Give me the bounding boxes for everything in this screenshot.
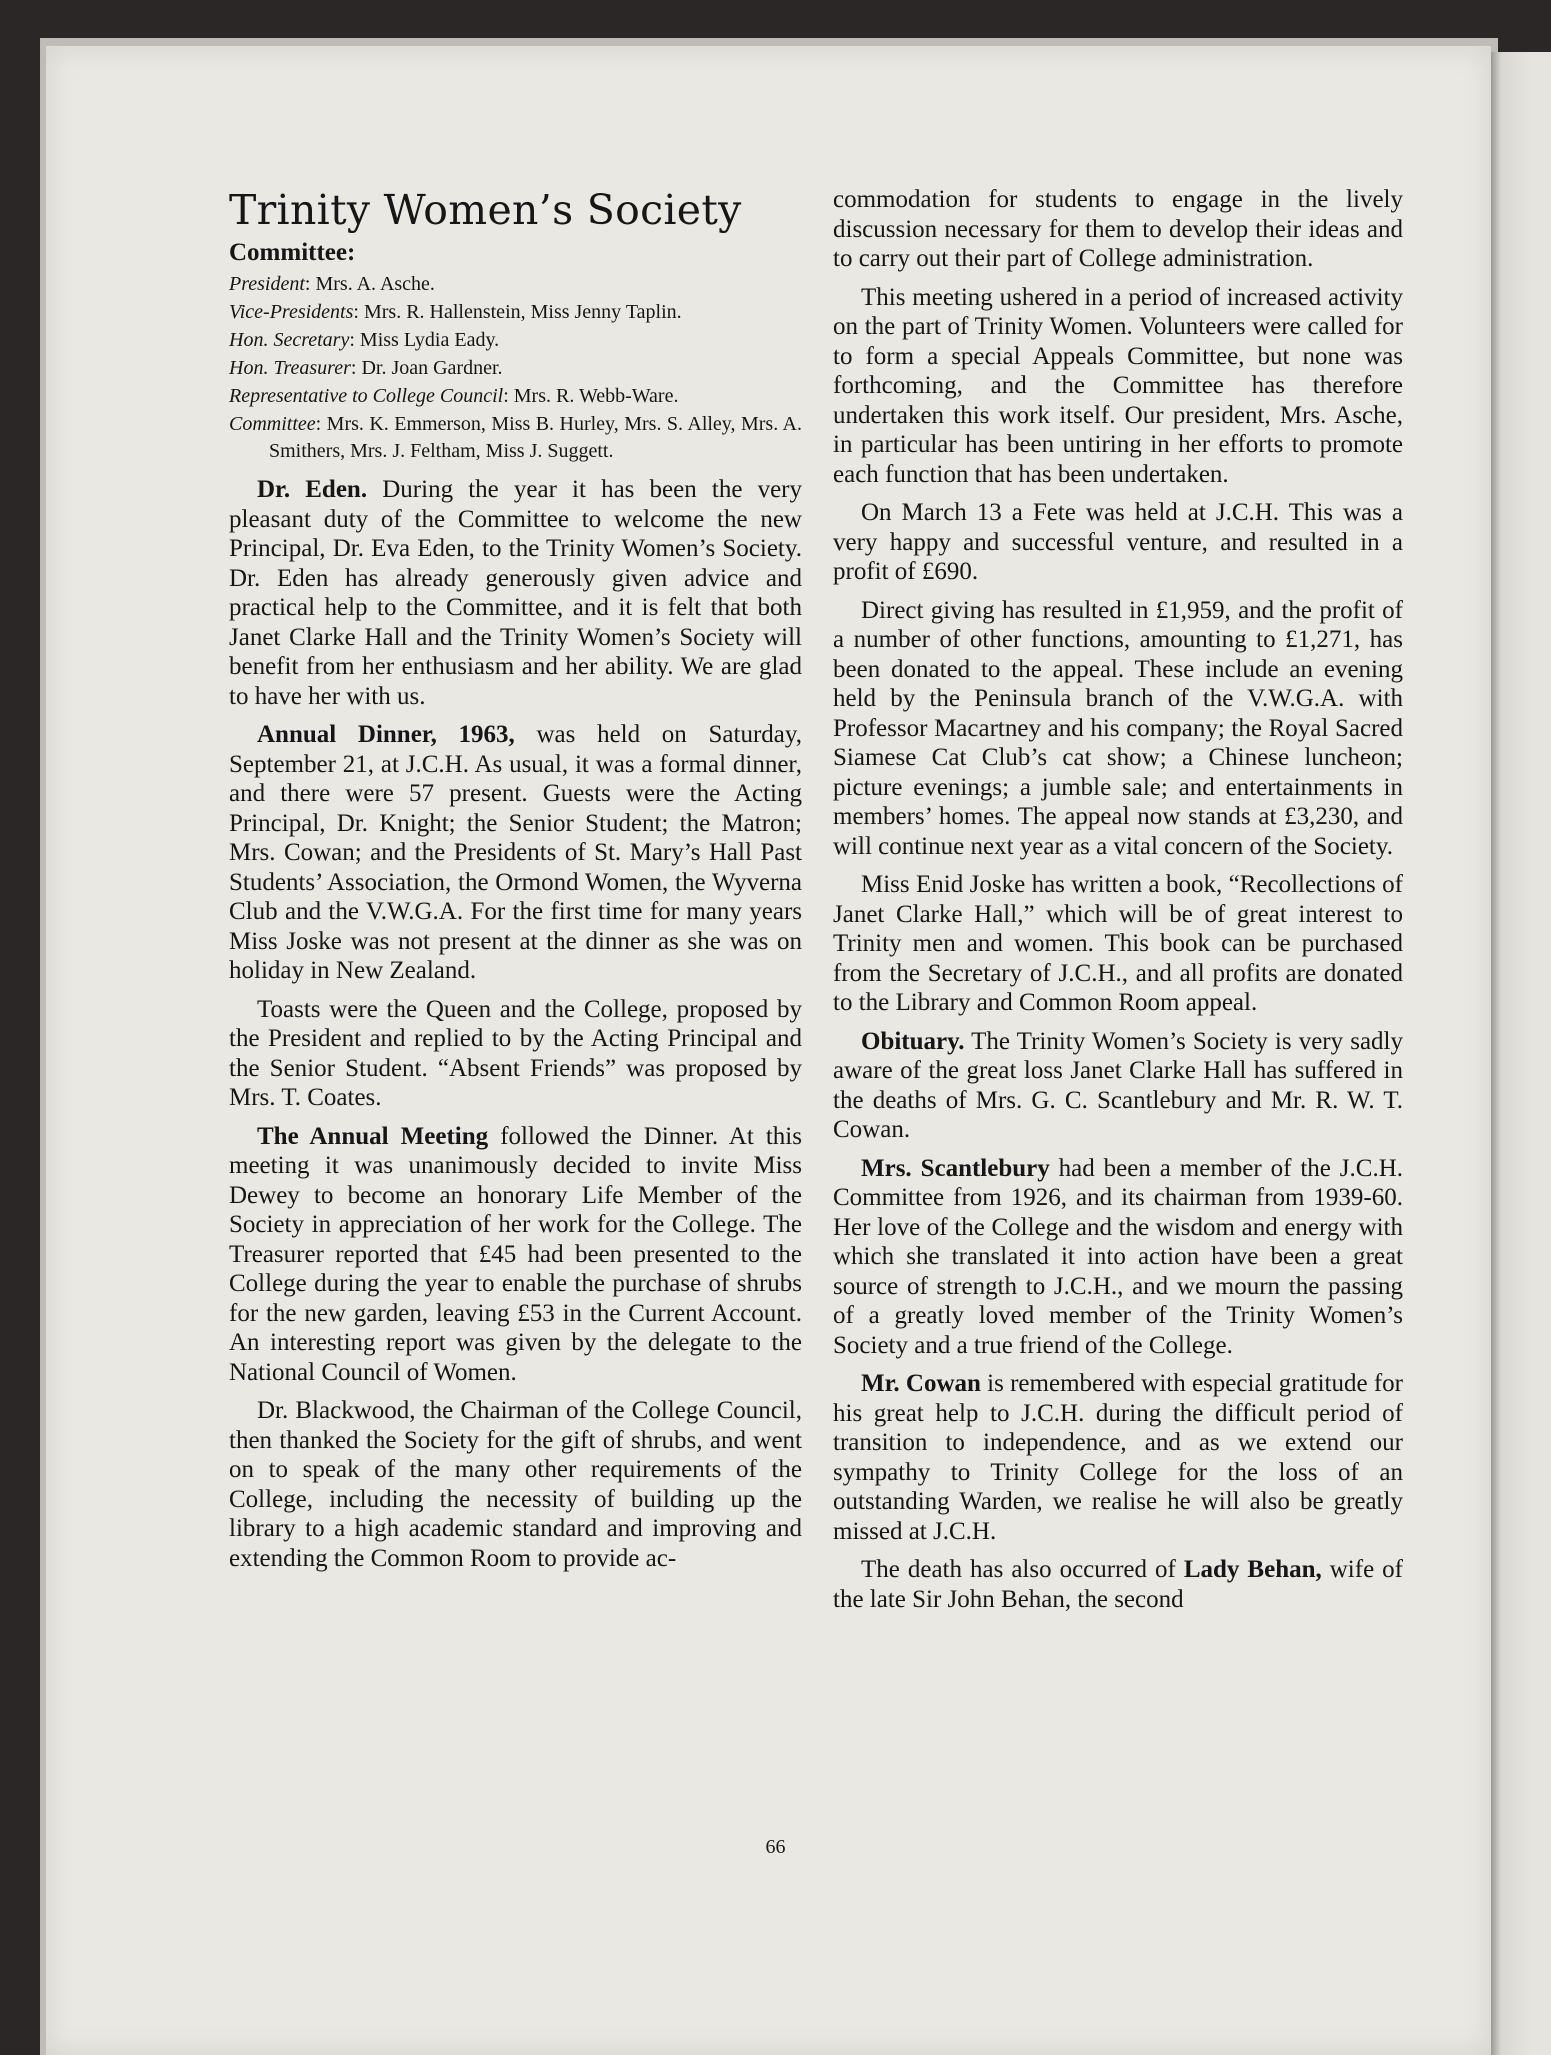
officer-entry: Hon. Secretary: Miss Lydia Eady. bbox=[229, 329, 500, 351]
paragraph-direct-giving: Direct giving has resulted in £1,959, and the profit of a number of other functions, amounting to £1,271, has been donated to the appeal. These include an evening held by the Peninsula branch of the V.W.G.A. with Professor Macartney and his company; the Royal Sacred Siamese Cat Club’s cat show; a Chinese luncheon; picture evenings; a jumble sale; and entertainments in members’ homes. The appeal now stands at £3,230, and will continue next year as a vital concern of the Society. bbox=[833, 596, 1403, 860]
paragraph-continuation: commodation for students to engage in the lively discussion necessary for them to develop their ideas and to carry out their part of College administration. bbox=[833, 186, 1403, 272]
paragraph-fete: On March 13 a Fete was held at J.C.H. This was a very happy and successful venture, and resulted in a profit of £690. bbox=[833, 499, 1403, 585]
officer-entry: Vice-Presidents: Mrs. R. Hallenstein, Miss Jenny Taplin. bbox=[229, 301, 682, 323]
paragraph-dr-blackwood: Dr. Blackwood, the Chairman of the College Council, then thanked the Society for the gift of shrubs, and went on to speak of the many other requirements of the College, including the necessity of building up the library to a high academic standard and improving and extending the Common Room to provide ac- bbox=[229, 1397, 802, 1572]
paragraph-toasts: Toasts were the Queen and the College, proposed by the President and replied to by the Acting Principal and the Senior Student. “Absent Friends” was proposed by Mrs. T. Coates. bbox=[229, 995, 802, 1111]
left-column bbox=[229, 185, 802, 1582]
officer-entry: President: Mrs. A. Asche. bbox=[229, 273, 435, 295]
paragraph-dr-eden: Dr. Eden. During the year it has been the very pleasant duty of the Committee to welcome the new Principal, Dr. Eva Eden, to the Trinity Women’s Society. Dr. Eden has already generously given advice and practical help to the Committee, and it is felt that both Janet Clarke Hall and the Trinity Women’s Society will benefit from her enthusiasm and her ability. We are glad to have her with us. bbox=[229, 476, 803, 710]
officer-entry: Hon. Treasurer: Dr. Joan Gardner. bbox=[229, 357, 503, 379]
paragraph-obituary: Obituary. The Trinity Women’s Society is very sadly aware of the great loss Janet Clarke Hall has suffered in the deaths of Mrs. G. C. Scantlebury and Mr. R. W. T. Cowan. bbox=[833, 1027, 1403, 1143]
paragraph-cowan: Mr. Cowan is remembered with especial gratitude for his great help to J.C.H. during the difficult period of transition to independence, and as we extend our sympathy to Trinity College for the loss of an outstanding Warden, we realise he will also be greatly missed at J.C.H. bbox=[833, 1370, 1403, 1545]
paragraph-scantlebury: Mrs. Scantlebury had been a member of the J.C.H. Committee from 1926, and its chairman from 1939-60. Her love of the College and the wisdom and energy with which she translated it into action have been a great source of strength to J.C.H., and we mourn the passing of a greatly loved member of the Trinity Women’s Society and a true friend of the College. bbox=[833, 1154, 1403, 1359]
committee-heading: Committee: bbox=[229, 239, 356, 266]
page-number: 66 bbox=[765, 1836, 786, 1858]
facing-page-edge bbox=[1491, 52, 1551, 2055]
officer-entry: Committee: Mrs. K. Emmerson, Miss B. Hurley, Mrs. S. Alley, Mrs. A. Smithers, Mrs. J. Feltham, Miss J. Suggett. bbox=[229, 413, 802, 462]
article-title: Trinity Women’s Society bbox=[229, 186, 742, 234]
paragraph-increased-activity: This meeting ushered in a period of increased activity on the part of Trinity Women. Volunteers were called for to form a special Appeals Committee, but none was forthcoming, and the Committee has therefore undertaken this work itself. Our president, Mrs. Asche, in particular has been untiring in her efforts to promote each function that has been undertaken. bbox=[833, 283, 1403, 488]
officer-list bbox=[229, 271, 802, 465]
paragraph-annual-dinner: Annual Dinner, 1963, was held on Saturday, September 21, at J.C.H. As usual, it was a formal dinner, and there were 57 present. Guests were the Acting Principal, Dr. Knight; the Senior Student; the Matron; Mrs. Cowan; and the Presidents of St. Mary’s Hall Past Students’ Association, the Ormond Women, the Wyverna Club and the V.W.G.A. For the first time for many years Miss Joske was not present at the dinner as she was on holiday in New Zealand. bbox=[229, 721, 802, 984]
paragraph-lady-behan: The death has also occurred of Lady Behan, wife of the late Sir John Behan, the second bbox=[833, 1556, 1403, 1613]
paragraph-joske-book: Miss Enid Joske has written a book, “Recollections of Janet Clarke Hall,” which will be of great interest to Trinity men and women. This book can be purchased from the Secretary of J.C.H., and all profits are donated to the Library and Common Room appeal. bbox=[833, 871, 1403, 1016]
right-column bbox=[833, 185, 1403, 1623]
officer-entry: Representative to College Council: Mrs. R. Webb-Ware. bbox=[229, 385, 679, 407]
paragraph-annual-meeting: The Annual Meeting followed the Dinner. At this meeting it was unanimously decided to invite Miss Dewey to become an honorary Life Member of the Society in appreciation of her work for the College. The Treasurer reported that £45 had been presented to the College during the year to enable the purchase of shrubs for the new garden, leaving £53 in the Current Account. An interesting report was given by the delegate to the National Council of Women. bbox=[229, 1122, 802, 1386]
